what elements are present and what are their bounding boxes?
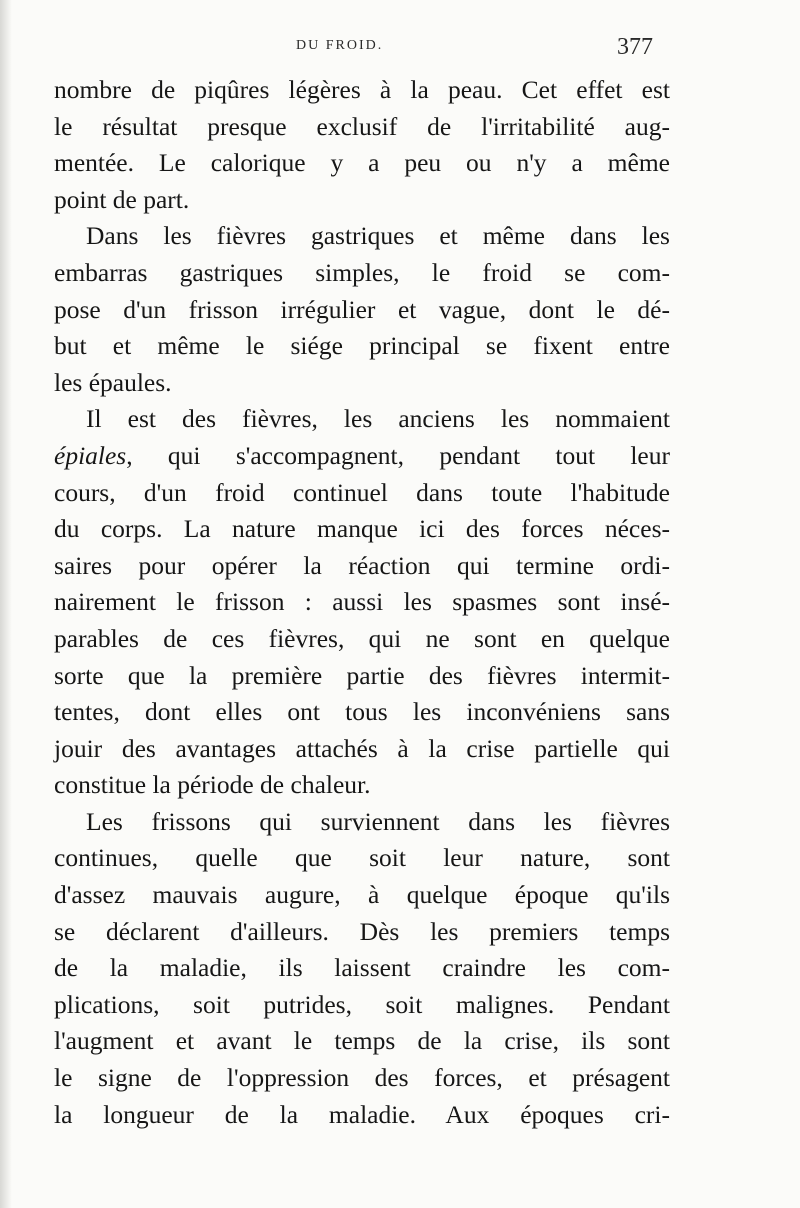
text-line: se déclarent d'ailleurs. Dès les premiers temps: [54, 916, 670, 946]
paragraph: [54, 401, 670, 804]
text-line: tentes, dont elles ont tous les inconvéniens sans: [54, 697, 670, 727]
text-line: l'augment et avant le temps de la crise, ils sont: [54, 1026, 670, 1056]
running-title: DU FROID.: [296, 38, 384, 53]
text-span: , qui s'accompagnent, pendant tout leur: [126, 440, 670, 470]
text-line: Il est des fièvres, les anciens les nommaient: [86, 404, 670, 434]
page-body: [54, 72, 670, 1133]
text-line: Dans les fièvres gastriques et même dans les: [86, 221, 670, 251]
text-line: cours, d'un froid continuel dans toute l'habitude: [54, 477, 670, 507]
page-number: 377: [617, 34, 653, 60]
paragraph: [54, 218, 670, 401]
text-line: jouir des avantages attachés à la crise partielle qui: [54, 733, 670, 763]
paragraph: [54, 804, 670, 1133]
text-line: Les frissons qui surviennent dans les fièvres: [86, 806, 670, 836]
text-line: les épaules.: [54, 367, 172, 397]
text-line: saires pour opérer la réaction qui termine ordi-: [54, 550, 670, 580]
text-line: le signe de l'oppression des forces, et présagent: [54, 1063, 670, 1093]
text-line: continues, quelle que soit leur nature, sont: [54, 843, 670, 873]
paragraph: [54, 72, 670, 218]
text-line: [54, 438, 670, 475]
text-line: mentée. Le calorique y a peu ou n'y a même: [54, 148, 670, 178]
text-line: de la maladie, ils laissent craindre les com-: [54, 953, 670, 983]
text-line: du corps. La nature manque ici des forces néces-: [54, 514, 670, 544]
text-line: parables de ces fièvres, qui ne sont en quelque: [54, 623, 670, 653]
text-line: embarras gastriques simples, le froid se com-: [54, 257, 670, 287]
text-line: d'assez mauvais augure, à quelque époque qu'ils: [54, 880, 670, 910]
text-line: plications, soit putrides, soit malignes. Pendant: [54, 989, 670, 1019]
italic-term: épiales: [54, 440, 127, 470]
text-line: pose d'un frisson irrégulier et vague, dont le dé-: [54, 294, 670, 324]
text-line: but et même le siége principal se fixent entre: [54, 331, 670, 361]
page-gutter-shadow: [0, 0, 12, 1208]
text-line: la longueur de la maladie. Aux époques cri-: [54, 1099, 670, 1129]
text-line: le résultat presque exclusif de l'irritabilité aug-: [54, 111, 670, 141]
text-line: constitue la période de chaleur.: [54, 770, 371, 800]
text-line: sorte que la première partie des fièvres intermit-: [54, 660, 670, 690]
text-line: nombre de piqûres légères à la peau. Cet effet est: [54, 75, 670, 104]
page-header: [0, 34, 800, 64]
text-line: point de part.: [54, 184, 190, 214]
text-line: nairement le frisson : aussi les spasmes sont insé-: [54, 587, 670, 617]
